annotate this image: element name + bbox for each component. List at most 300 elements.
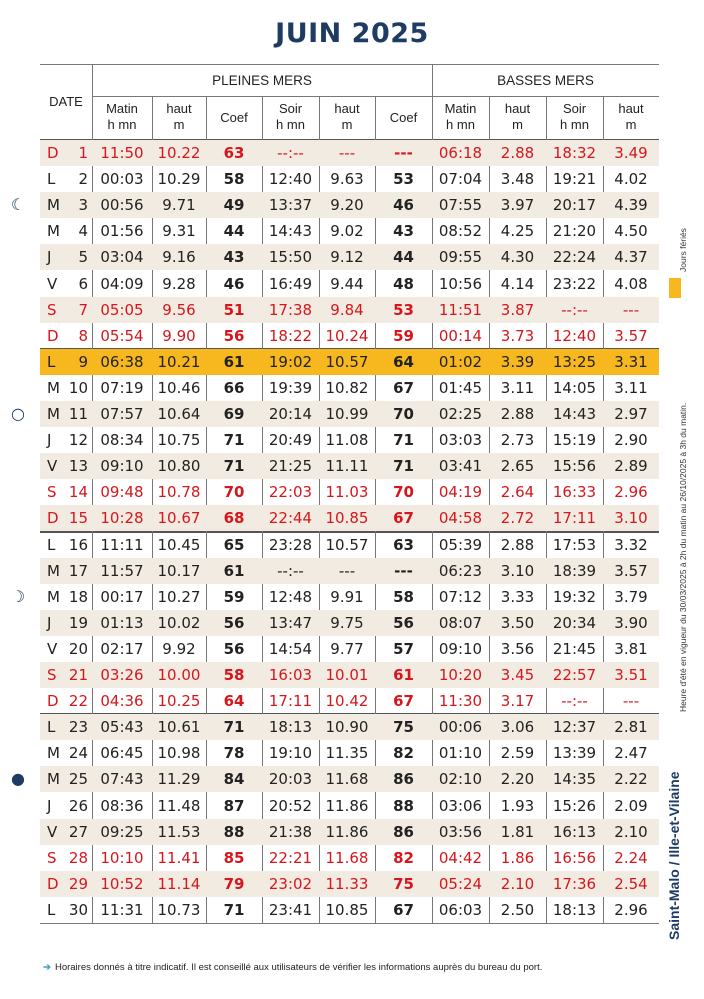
cell-c-pm: 88 — [393, 796, 414, 815]
matin-header — [432, 101, 489, 133]
cell-bh-pm: 3.90 — [614, 613, 648, 632]
cell-pm-pm: 17:11 — [268, 692, 313, 711]
cell-bm-am: 09:55 — [438, 248, 483, 267]
haut-header-line: haut — [334, 101, 360, 116]
soir-header-line: Soir — [278, 101, 303, 116]
cell-bh-pm: 3.57 — [614, 561, 648, 580]
top-border — [40, 64, 659, 65]
coef-header: Coef — [389, 110, 418, 125]
cell-h-am: 11.53 — [157, 822, 201, 841]
day-letter: S — [47, 666, 57, 684]
cell-h-pm: 10.99 — [325, 405, 369, 423]
day-letter: V — [47, 457, 58, 476]
cell-bh-pm: 2.96 — [614, 900, 648, 919]
cell-h-pm: 11.08 — [325, 431, 369, 450]
cell-bm-pm: 18:13 — [552, 900, 597, 919]
soir-header-line: h mn — [276, 117, 305, 132]
day-letter: V — [47, 274, 58, 293]
cell-bm-pm: 20:17 — [552, 196, 597, 215]
cell-bm-am: 04:19 — [438, 483, 483, 502]
cell-pm-am: 04:09 — [100, 274, 144, 293]
cell-c-pm: 75 — [393, 718, 414, 737]
cell-pm-am: 09:48 — [100, 483, 144, 502]
cell-pm-pm: 21:25 — [268, 457, 313, 476]
day-number: 22 — [68, 692, 88, 711]
cell-bh-pm: 4.02 — [614, 170, 648, 189]
cell-c-pm: 82 — [393, 744, 414, 763]
cell-pm-pm: 12:40 — [268, 170, 313, 189]
day-letter: M — [47, 561, 60, 580]
cell-pm-am: 04:36 — [100, 692, 144, 711]
cell-h-pm: 11.11 — [325, 457, 369, 476]
cell-bh-am: 2.88 — [500, 535, 535, 554]
cell-bm-am: 00:06 — [438, 718, 483, 737]
day-number: 9 — [78, 352, 88, 371]
cell-bm-am: 02:25 — [438, 405, 483, 423]
cell-bm-am: 06:23 — [438, 561, 483, 580]
day-letter: J — [47, 431, 52, 450]
cell-h-am: 11.48 — [157, 796, 201, 815]
cell-bm-pm: 16:56 — [552, 848, 597, 867]
cell-bm-pm: 17:11 — [552, 509, 597, 528]
cell-bm-am: 10:56 — [438, 274, 483, 293]
cell-pm-am: 10:52 — [100, 874, 144, 893]
cell-c-am: 56 — [223, 326, 245, 345]
day-number: 28 — [68, 848, 88, 867]
cell-c-pm: 71 — [393, 457, 414, 476]
day-letter: M — [47, 378, 60, 397]
cell-bh-am: 3.87 — [500, 300, 535, 319]
cell-c-am: 70 — [223, 483, 245, 502]
cell-pm-pm: 15:50 — [268, 248, 313, 267]
cell-bh-am: 2.64 — [500, 483, 535, 502]
table-row — [40, 297, 659, 323]
cell-h-pm: 10.82 — [325, 378, 369, 397]
cell-pm-pm: 18:13 — [268, 718, 313, 737]
table-row — [40, 271, 659, 297]
cell-h-am: 10.27 — [157, 587, 201, 606]
cell-bm-pm: 15:56 — [552, 457, 597, 476]
day-letter: L — [47, 718, 56, 737]
cell-bm-am: 05:39 — [438, 535, 483, 554]
cell-c-pm: 67 — [393, 692, 414, 711]
cell-pm-am: 00:56 — [100, 196, 144, 215]
day-number: 18 — [68, 587, 88, 606]
haut-header-line: m — [512, 117, 523, 132]
table-row — [40, 584, 659, 610]
day-letter: M — [47, 587, 60, 606]
cell-c-pm: 67 — [393, 900, 414, 919]
cell-c-pm: 75 — [393, 874, 414, 893]
day-letter: L — [47, 535, 56, 554]
cell-h-am: 10.25 — [157, 692, 201, 711]
cell-h-pm: 10.57 — [325, 535, 369, 554]
cell-bm-am: 05:24 — [438, 874, 483, 893]
cell-h-am: 10.78 — [157, 483, 201, 502]
cell-bh-pm: 3.79 — [614, 587, 648, 606]
cell-bh-pm: 4.08 — [614, 274, 648, 293]
cell-bh-am: 2.20 — [500, 770, 535, 789]
cell-bm-am: 06:03 — [438, 900, 483, 919]
cell-bm-pm: 15:19 — [552, 431, 597, 450]
last-quarter-icon: ☽ — [10, 586, 26, 606]
cell-c-am: 64 — [223, 692, 245, 711]
cell-h-pm: 9.44 — [330, 274, 364, 293]
day-number: 19 — [68, 613, 88, 632]
cell-bh-pm: 2.09 — [614, 796, 648, 815]
cell-bh-am: 2.65 — [500, 457, 535, 476]
cell-h-pm: 11.68 — [325, 770, 369, 789]
table-row — [40, 766, 659, 792]
cell-pm-pm: 14:43 — [268, 222, 313, 241]
cell-c-pm: 64 — [393, 352, 414, 371]
day-number: 5 — [78, 248, 88, 267]
cell-bh-pm: 2.89 — [614, 457, 648, 476]
cell-bh-pm: 2.90 — [614, 431, 648, 450]
table-row — [40, 662, 659, 688]
haut-header — [489, 101, 546, 133]
day-number: 11 — [68, 405, 88, 423]
matin-header-line: h mn — [107, 117, 137, 132]
cell-h-pm: 11.03 — [325, 483, 369, 502]
table-row — [40, 558, 659, 584]
cell-pm-am: 01:13 — [100, 613, 144, 632]
day-number: 24 — [68, 744, 88, 763]
cell-bm-am: 02:10 — [438, 770, 483, 789]
cell-pm-pm: 21:38 — [268, 822, 313, 841]
cell-bm-am: 11:30 — [438, 692, 483, 711]
cell-bh-pm: 3.51 — [614, 666, 648, 684]
cell-bh-pm: 4.37 — [614, 248, 648, 267]
cell-h-pm: 9.20 — [330, 196, 364, 215]
cell-c-am: 56 — [223, 639, 245, 658]
cell-h-am: 10.75 — [157, 431, 201, 450]
table-row — [40, 244, 659, 270]
cell-bm-pm: 12:40 — [552, 326, 597, 345]
haut-header — [603, 101, 659, 133]
cell-bh-pm: 3.32 — [614, 535, 648, 554]
cell-h-am: 9.16 — [162, 248, 196, 267]
haut-header-line: m — [625, 117, 637, 132]
cell-bm-am: 09:10 — [438, 639, 483, 658]
day-number: 12 — [68, 431, 88, 450]
cell-pm-pm: 18:22 — [268, 326, 313, 345]
cell-bm-am: 10:20 — [438, 666, 483, 684]
cell-c-pm: 58 — [393, 587, 414, 606]
cell-pm-am: 08:34 — [100, 431, 144, 450]
cell-bm-am: 08:52 — [438, 222, 483, 241]
cell-pm-pm: 12:48 — [268, 587, 313, 606]
cell-bh-pm: --- — [622, 300, 640, 319]
table-row — [40, 427, 659, 453]
cell-bh-pm: 3.49 — [614, 144, 648, 162]
cell-bm-am: 01:45 — [438, 378, 483, 397]
cell-bm-pm: 22:57 — [552, 666, 597, 684]
day-number: 20 — [68, 639, 88, 658]
day-number: 30 — [68, 900, 88, 919]
table-row — [40, 218, 659, 244]
cell-bh-am: 2.50 — [500, 900, 535, 919]
table-row — [40, 401, 659, 427]
cell-pm-pm: 13:37 — [268, 196, 313, 215]
cell-bh-pm: 3.81 — [614, 639, 648, 658]
day-letter: J — [47, 796, 52, 815]
cell-h-pm: 9.12 — [330, 248, 364, 267]
day-letter: M — [47, 196, 60, 215]
cell-h-pm: 10.85 — [325, 509, 369, 528]
day-number: 10 — [68, 378, 88, 397]
cell-bh-am: 4.14 — [500, 274, 535, 293]
haut-header-line: haut — [618, 101, 644, 116]
cell-bh-am: 3.48 — [500, 170, 535, 189]
cell-pm-am: 03:26 — [100, 666, 144, 684]
cell-pm-pm: 16:03 — [268, 666, 313, 684]
cell-c-pm: 43 — [393, 222, 414, 241]
cell-bh-am: 3.10 — [500, 561, 535, 580]
cell-c-am: 43 — [223, 248, 245, 267]
table-row — [40, 714, 659, 740]
day-letter: V — [47, 639, 58, 658]
cell-h-am: 10.17 — [157, 561, 201, 580]
cell-c-pm: 59 — [393, 326, 414, 345]
cell-c-am: 84 — [223, 770, 245, 789]
table-row — [40, 166, 659, 192]
cell-h-pm: 11.86 — [325, 796, 369, 815]
day-letter: M — [47, 770, 60, 789]
cell-pm-am: 08:36 — [100, 796, 144, 815]
cell-pm-pm: 20:14 — [268, 405, 313, 423]
cell-bh-am: 3.45 — [500, 666, 535, 684]
matin-header — [92, 101, 152, 133]
cell-c-am: 58 — [223, 170, 245, 189]
cell-bm-am: 01:02 — [438, 352, 483, 371]
cell-bm-pm: 21:45 — [552, 639, 597, 658]
cell-pm-am: 02:17 — [100, 639, 144, 658]
table-row — [40, 688, 659, 714]
cell-bm-pm: 13:39 — [552, 744, 597, 763]
cell-c-pm: 46 — [393, 196, 414, 215]
cell-c-pm: 82 — [393, 848, 414, 867]
cell-pm-am: 07:57 — [100, 405, 144, 423]
cell-h-am: 11.14 — [157, 874, 201, 893]
cell-pm-am: 00:17 — [100, 587, 144, 606]
cell-c-pm: 57 — [393, 639, 414, 658]
soir-header-line: h mn — [560, 117, 589, 132]
table-row — [40, 323, 659, 349]
cell-c-am: 71 — [223, 457, 245, 476]
cell-h-am: 11.41 — [157, 848, 201, 867]
cell-bm-pm: --:-- — [561, 692, 588, 711]
cell-c-pm: 86 — [393, 822, 414, 841]
cell-c-am: 71 — [223, 900, 245, 919]
table-row — [40, 479, 659, 505]
cell-h-pm: 10.90 — [325, 718, 369, 737]
holidays-legend-swatch — [669, 278, 681, 298]
cell-bm-pm: 17:36 — [552, 874, 597, 893]
haut-header-line: m — [173, 117, 185, 132]
cell-c-am: 66 — [223, 378, 245, 397]
cell-h-am: 9.90 — [162, 326, 196, 345]
matin-header-line: Matin — [444, 101, 477, 116]
holidays-legend-label: Jours fériés — [678, 228, 688, 272]
cell-h-am: 9.71 — [162, 196, 196, 215]
cell-bh-pm: 3.11 — [614, 378, 648, 397]
matin-header-line: h mn — [446, 117, 475, 132]
cell-bh-pm: 4.50 — [614, 222, 648, 241]
cell-bh-am: 2.88 — [500, 144, 535, 162]
cell-c-am: 88 — [223, 822, 245, 841]
cell-c-pm: 53 — [393, 300, 414, 319]
cell-pm-am: 00:03 — [100, 170, 144, 189]
cell-pm-pm: 23:28 — [268, 535, 313, 554]
cell-bm-pm: 19:21 — [552, 170, 597, 189]
cell-c-pm: 44 — [393, 248, 414, 267]
cell-c-pm: 70 — [393, 483, 414, 502]
cell-h-pm: 11.86 — [325, 822, 369, 841]
day-letter: S — [47, 300, 57, 319]
cell-bm-am: 03:56 — [438, 822, 483, 841]
cell-c-am: 69 — [223, 405, 245, 423]
cell-h-pm: 10.85 — [325, 900, 369, 919]
matin-header-line: Matin — [106, 101, 138, 116]
cell-bh-am: 1.81 — [500, 822, 535, 841]
cell-bh-am: 2.73 — [500, 431, 535, 450]
cell-pm-pm: 23:02 — [268, 874, 313, 893]
cell-bh-pm: 2.54 — [614, 874, 648, 893]
cell-bm-pm: 14:43 — [552, 405, 597, 423]
cell-bm-pm: 13:25 — [552, 352, 597, 371]
cell-bm-pm: 19:32 — [552, 587, 597, 606]
cell-c-am: 65 — [223, 535, 245, 554]
day-number: 15 — [68, 509, 88, 528]
cell-pm-am: 11:57 — [100, 561, 144, 580]
day-number: 8 — [78, 326, 88, 345]
cell-bh-pm: 4.39 — [614, 196, 648, 215]
cell-bh-am: 3.33 — [500, 587, 535, 606]
day-letter: M — [47, 744, 60, 763]
cell-c-am: 56 — [223, 613, 245, 632]
cell-bm-am: 07:12 — [438, 587, 483, 606]
day-number: 17 — [68, 561, 88, 580]
cell-pm-am: 11:50 — [100, 144, 144, 162]
table-row — [40, 140, 659, 166]
day-letter: S — [47, 848, 57, 867]
day-letter: M — [47, 222, 60, 241]
table-row — [40, 610, 659, 636]
cell-pm-am: 09:10 — [100, 457, 144, 476]
cell-pm-am: 05:05 — [100, 300, 144, 319]
cell-pm-pm: 22:03 — [268, 483, 313, 502]
cell-pm-am: 01:56 — [100, 222, 144, 241]
day-letter: D — [47, 144, 59, 162]
cell-bm-am: 11:51 — [438, 300, 483, 319]
cell-c-am: 79 — [223, 874, 245, 893]
cell-h-am: 10.73 — [157, 900, 201, 919]
day-letter: M — [47, 405, 60, 423]
cell-h-pm: 9.84 — [330, 300, 364, 319]
cell-c-am: 87 — [223, 796, 245, 815]
day-number: 16 — [68, 535, 88, 554]
day-number: 14 — [68, 483, 88, 502]
cell-h-pm: 9.02 — [330, 222, 364, 241]
cell-bm-am: 07:55 — [438, 196, 483, 215]
cell-c-am: 51 — [223, 300, 245, 319]
cell-h-am: 9.56 — [162, 300, 196, 319]
cell-pm-am: 03:04 — [100, 248, 144, 267]
cell-bm-pm: 15:26 — [552, 796, 597, 815]
cell-bm-pm: 16:13 — [552, 822, 597, 841]
cell-bm-am: 00:14 — [438, 326, 483, 345]
table-row — [40, 819, 659, 845]
cell-bm-am: 06:18 — [438, 144, 483, 162]
cell-h-pm: 10.42 — [325, 692, 369, 711]
cell-bh-pm: 2.96 — [614, 483, 648, 502]
cell-bm-pm: 23:22 — [552, 274, 597, 293]
cell-h-pm: 9.75 — [330, 613, 364, 632]
cell-bh-pm: 3.10 — [614, 509, 648, 528]
cell-pm-pm: 22:44 — [268, 509, 313, 528]
cell-bm-am: 03:41 — [438, 457, 483, 476]
coef-header: Coef — [220, 110, 248, 125]
cell-pm-pm: 13:47 — [268, 613, 313, 632]
soir-header — [546, 101, 603, 133]
cell-h-pm: --- — [338, 144, 356, 162]
cell-bh-am: 1.93 — [500, 796, 535, 815]
cell-bh-am: 3.17 — [500, 692, 535, 711]
cell-bh-pm: 2.97 — [614, 405, 648, 423]
day-letter: V — [47, 822, 58, 841]
cell-bm-am: 03:06 — [438, 796, 483, 815]
cell-bh-am: 3.56 — [500, 639, 535, 658]
cell-bh-am: 2.10 — [500, 874, 535, 893]
cell-bm-pm: 14:05 — [552, 378, 597, 397]
cell-c-am: 85 — [223, 848, 245, 867]
cell-h-am: 10.45 — [157, 535, 201, 554]
cell-c-am: 61 — [223, 352, 245, 371]
cell-pm-pm: 19:02 — [268, 352, 313, 371]
cell-bh-pm: 3.31 — [614, 352, 648, 371]
cell-pm-am: 10:10 — [100, 848, 144, 867]
cell-c-am: 71 — [223, 718, 245, 737]
footer-note — [43, 962, 542, 973]
table-row — [40, 192, 659, 218]
haut-header-line: m — [341, 117, 353, 132]
cell-h-am: 10.21 — [157, 352, 201, 371]
cell-bm-pm: 22:24 — [552, 248, 597, 267]
cell-h-pm: 9.63 — [330, 170, 364, 189]
cell-pm-am: 05:54 — [100, 326, 144, 345]
cell-c-am: 58 — [223, 666, 245, 684]
day-number: 1 — [78, 144, 88, 162]
cell-h-am: 10.02 — [157, 613, 201, 632]
cell-bh-am: 1.86 — [500, 848, 535, 867]
cell-c-pm: 61 — [393, 666, 414, 684]
cell-c-am: 68 — [223, 509, 245, 528]
cell-h-pm: 11.68 — [325, 848, 369, 867]
day-number: 27 — [68, 822, 88, 841]
day-letter: D — [47, 326, 59, 345]
cell-bh-am: 3.06 — [500, 718, 535, 737]
day-letter: L — [47, 900, 56, 919]
cell-c-pm: 67 — [393, 509, 414, 528]
pleines-mers-header: PLEINES MERS — [212, 73, 312, 88]
new-moon-icon: ● — [11, 769, 25, 789]
cell-c-pm: 71 — [393, 431, 414, 450]
cell-h-am: 10.61 — [157, 718, 201, 737]
cell-pm-am: 06:45 — [100, 744, 144, 763]
cell-pm-am: 07:43 — [100, 770, 144, 789]
cell-bm-am: 01:10 — [438, 744, 483, 763]
